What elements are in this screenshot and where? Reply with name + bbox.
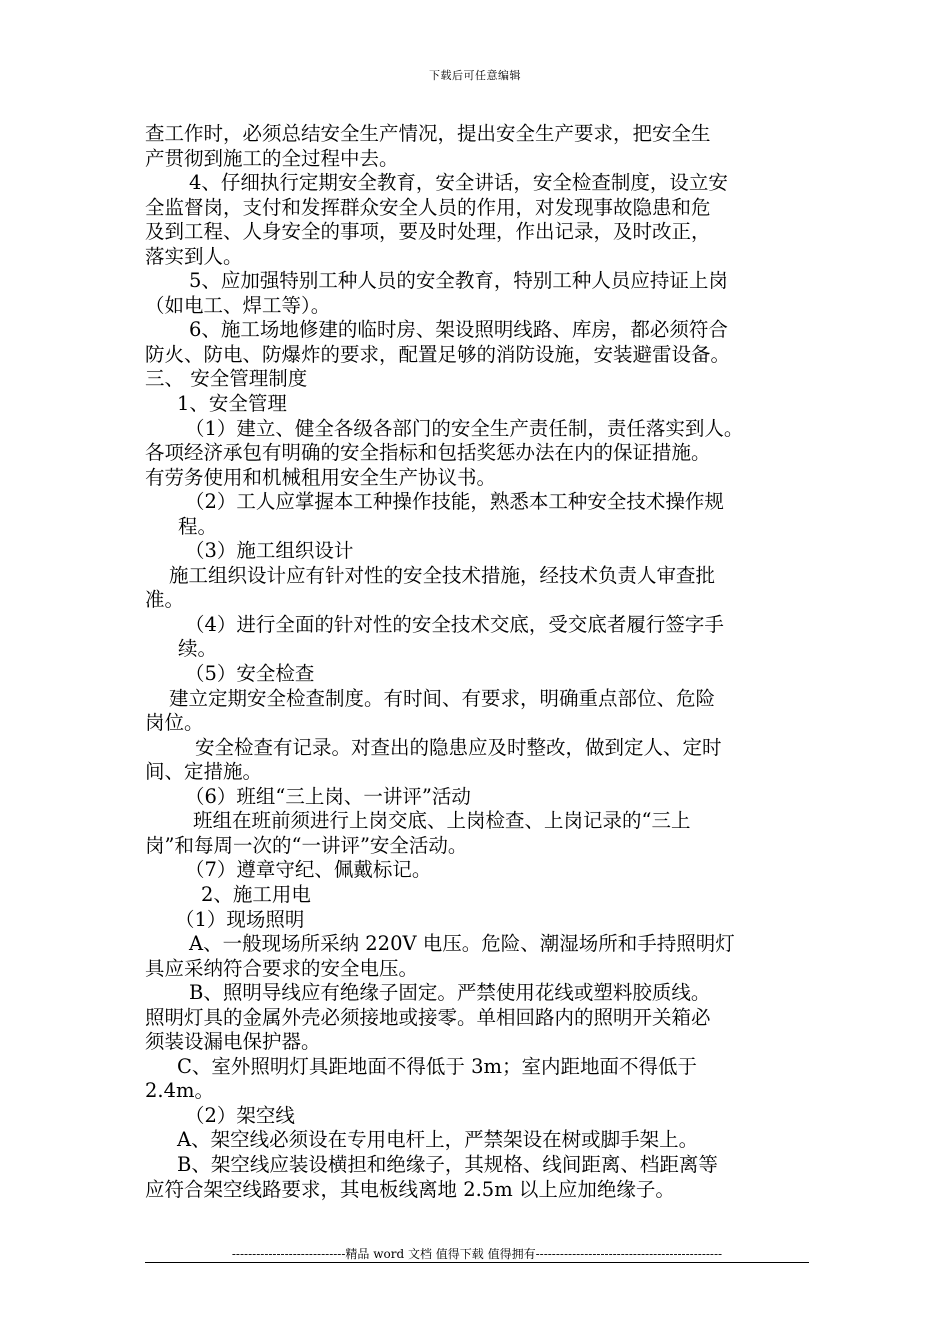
text-line: 程。 (178, 514, 218, 538)
text-line: 安全检查有记录。对查出的隐患应及时整改，做到定人、定时 (195, 735, 722, 759)
text-line: 须装设漏电保护器。 (145, 1030, 321, 1054)
text-line: A、架空线必须设在专用电杆上，严禁架设在树或脚手架上。 (177, 1128, 699, 1152)
text-line: 及到工程、人身安全的事项，要及时处理，作出记录，及时改正， (145, 220, 711, 244)
footer-rule (145, 1262, 809, 1263)
text-line: （5）安全检查 (185, 662, 315, 686)
text-line: 2.4m。 (145, 1079, 215, 1103)
page-footer: ----------------------------精品 word 文档 值得下载 值得拥有---------------------------------------------- (231, 1247, 723, 1261)
text-line: 有劳务使用和机械租用安全生产协议书。 (145, 465, 497, 489)
text-line: 各项经济承包有明确的安全指标和包括奖惩办法在内的保证措施。 (145, 441, 711, 465)
text-line: 1、安全管理 (177, 392, 287, 416)
text-line: （如电工、焊工等）。 (145, 293, 331, 317)
text-line: 建立定期安全检查制度。有时间、有要求，明确重点部位、危险 (169, 686, 716, 710)
text-line: 落实到人。 (145, 244, 243, 268)
text-line: 施工组织设计应有针对性的安全技术措施，经技术负责人审查批 (169, 563, 716, 587)
text-line: 岗位。 (145, 711, 204, 735)
text-line: A、一般现场所采纳 220V 电压。危险、潮湿场所和手持照明灯 (189, 932, 735, 956)
text-line: 6、施工场地修建的临时房、架设照明线路、库房，都必须符合 (189, 318, 728, 342)
text-line: （6）班组“三上岗、一讲评”活动 (185, 784, 471, 808)
text-line: B、架空线应装设横担和绝缘子，其规格、线间距离、档距离等 (177, 1152, 718, 1176)
text-line: 防火、防电、防爆炸的要求，配置足够的消防设施，安装避雷设备。 (145, 342, 731, 366)
text-line: 准。 (145, 588, 185, 612)
text-line: 三、 安全管理制度 (145, 367, 308, 391)
text-line: 2、施工用电 (201, 882, 311, 906)
text-line: 应符合架空线路要求，其电板线离地 2.5m 以上应加绝缘子。 (145, 1177, 675, 1201)
text-line: （7）遵章守纪、佩戴标记。 (185, 858, 432, 882)
document-body (145, 122, 809, 1202)
text-line: 照明灯具的金属外壳必须接地或接零。单相回路内的照明开关箱必 (145, 1005, 711, 1029)
text-line: （4）进行全面的针对性的安全技术交底，受交底者履行签字手 (185, 612, 724, 636)
text-line: 具应采纳符合要求的安全电压。 (145, 956, 419, 980)
text-line: （2）架空线 (185, 1103, 295, 1127)
text-line: 4、仔细执行定期安全教育，安全讲话，安全检查制度，设立安 (189, 171, 728, 195)
text-line: B、照明导线应有绝缘子固定。严禁使用花线或塑料胶质线。 (189, 981, 711, 1005)
text-line: （3）施工组织设计 (185, 539, 354, 563)
text-line: 续。 (178, 637, 218, 661)
text-line: （2）工人应掌握本工种操作技能，熟悉本工种安全技术操作规 (185, 490, 724, 514)
text-line: 5、应加强特别工种人员的安全教育，特别工种人员应持证上岗 (189, 269, 728, 293)
text-line: 班组在班前须进行上岗交底、上岗检查、上岗记录的“三上 (193, 809, 691, 833)
text-line: （1）建立、健全各级各部门的安全生产责任制，责任落实到人。 (185, 416, 744, 440)
text-line: 岗”和每周一次的“一讲评”安全活动。 (145, 833, 468, 857)
text-line: C、室外照明灯具距地面不得低于 3m；室内距地面不得低于 (177, 1054, 698, 1078)
text-line: 查工作时，必须总结安全生产情况，提出安全生产要求，把安全生 (145, 122, 711, 145)
text-line: 全监督岗，支付和发挥群众安全人员的作用，对发现事故隐患和危 (145, 195, 711, 219)
page-header: 下载后可任意编辑 (429, 69, 521, 82)
text-line: 产贯彻到施工的全过程中去。 (145, 146, 399, 170)
text-line: 间、定措施。 (145, 760, 263, 784)
text-line: （1）现场照明 (175, 907, 305, 931)
